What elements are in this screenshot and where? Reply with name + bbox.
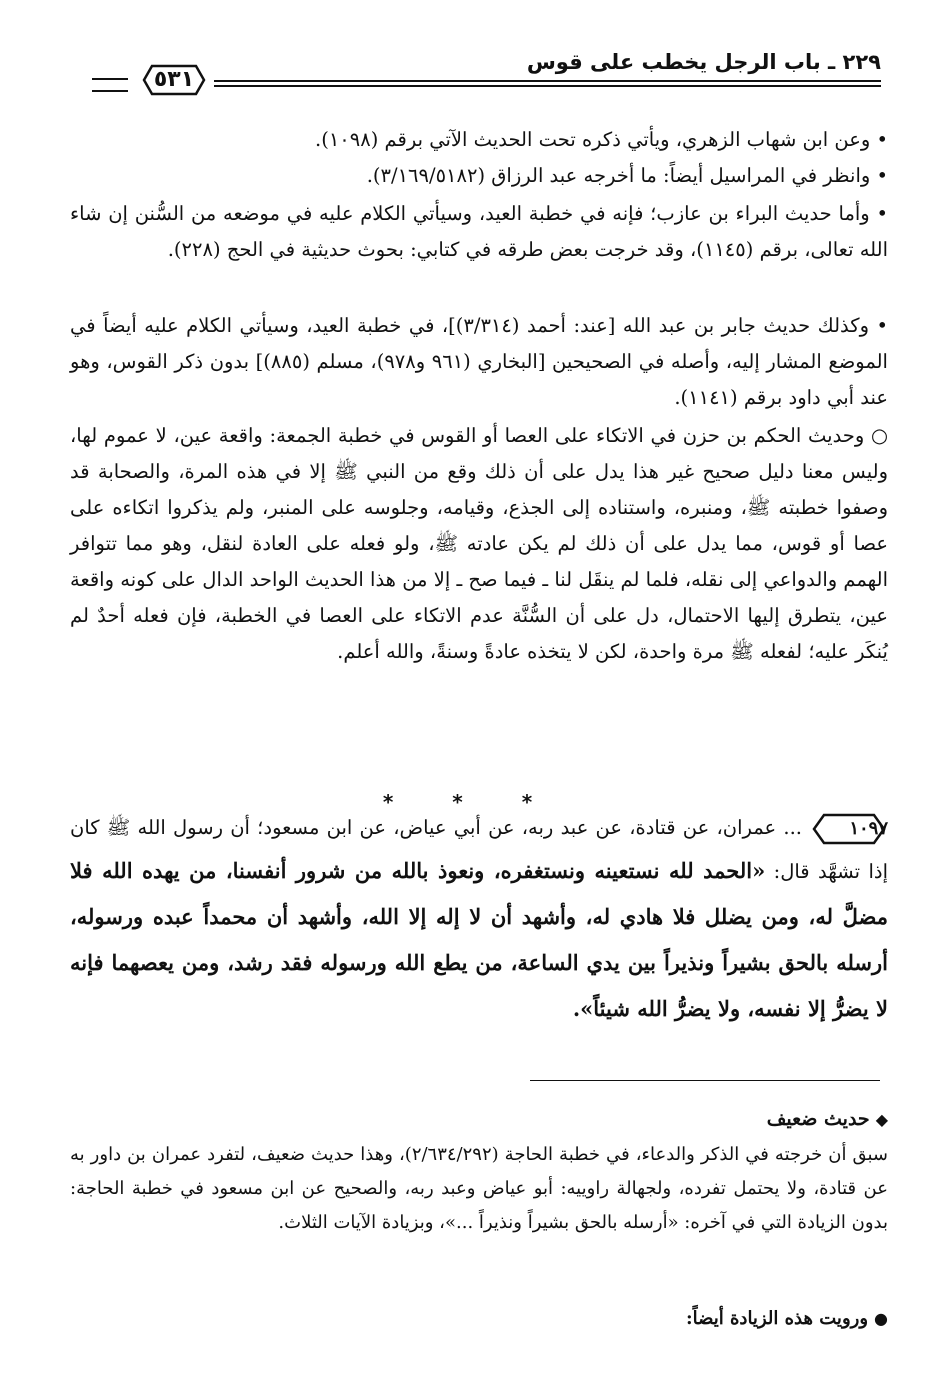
paragraph-zuhri (70, 122, 888, 158)
header-ornament-lines (92, 78, 128, 92)
header-rule (214, 80, 881, 82)
hadith-text: «الحمد لله نستعينه ونستغفره، ونعوذ بالله من شرور أنفسنا، من يهده الله فلا مضلَّ له، ومن يضلل فلا هادي له، وأشهد أن لا إله إلا الله، وأشهد أن محمداً عبده ورسوله، أرسله بالحق بشيراً ونذيراً بين يدي الساعة، من يطع الله ورسوله فقد رشد، ومن يعصهما فإنه لا يضرُّ إلا نفسه، ولا يضرُّ الله شيئاً». (70, 858, 888, 1021)
hadith-chain: ... عمران، عن قتادة، عن عبد ربه، عن أبي عياض، عن ابن مسعود؛ أن رسول الله ﷺ كان إذا تشهَّد قال: (70, 816, 888, 883)
paragraph-text: • وكذلك حديث جابر بن عبد الله [عند: أحمد (٣/٣١٤)]، في خطبة العيد، وسيأتي الكلام عليه أيضاً في الموضع المشار إليه، وأصله في الصحيحين [البخاري (٩٦١ و٩٧٨)، مسلم (٨٨٥)] بدون ذكر القوس، وهو عند أبي داود برقم (١١٤١). (70, 314, 888, 409)
paragraph-text: • وأما حديث البراء بن عازب؛ فإنه في خطبة العيد، وسيأتي الكلام عليه في موضعه من السُّنن إن شاء الله تعالى، برقم (١١٤٥)، وقد خرجت بعض طرقه في كتابي: بحوث حديثية في الحج (٢٢٨). (70, 202, 888, 261)
chapter-title: ٢٢٩ ـ باب الرجل يخطب على قوس (526, 50, 881, 74)
paragraph-text: • وانظر في المراسيل أيضاً: ما أخرجه عبد الرزاق (٣/١٦٩/٥١٨٢). (366, 164, 888, 187)
hadith-entry (70, 808, 888, 1032)
paragraph-bara (70, 196, 888, 268)
bullet-icon: ◆ (875, 1110, 888, 1129)
footnote-note: ورويت هذه الزيادة أيضاً: (685, 1308, 869, 1329)
header-rule-secondary (214, 85, 881, 87)
paragraph-text: • وعن ابن شهاب الزهري، ويأتي ذكره تحت الحديث الآتي برقم (١٠٩٨). (315, 128, 888, 151)
page-number: ٥٣١ (153, 67, 195, 92)
footnote-heading: حديث ضعيف (766, 1108, 870, 1130)
hadith-number-badge (810, 812, 888, 846)
page-number-badge (134, 62, 214, 98)
paragraph-text: ○ وحديث الحكم بن حزن في الاتكاء على العصا أو القوس في خطبة الجمعة: واقعة عين، لا عموم لها، وليس معنا دليل صحيح غير هذا يدل على أن ذلك وقع من النبي ﷺ إلا في هذه المرة، والصحابة قد وصفوا خطبته ﷺ، ومنبره، واستناده إلى الجذع، وقيامه، وجلوسه على المنبر، ولم يذكروا اتكاءه على عصا أو قوس، مما يدل على أن ذلك لم يكن عادته ﷺ، ولو فعله على العادة لنقل، وهو مما تتوافر الهمم والدواعي إلى نقله، فلما لم ينقَل لنا ـ فيما صح ـ إلا من هذا الحديث الواحد الدال على كونه واقعة عين، يتطرق إليها الاحتمال، دل على أن السُّنَّة عدم الاتكاء على العصا في الخطبة، فإن فعله أحدٌ لم يُنكَر عليه؛ لفعله ﷺ مرة واحدة، لكن لا يتخذه عادةً وسنةً، والله أعلم. (70, 424, 888, 663)
footnote-note-row (70, 1302, 888, 1336)
hadith-number: ١٠٩٧ (849, 817, 888, 839)
paragraph-marasil (70, 158, 888, 194)
footnote-divider (530, 1080, 880, 1081)
footnote-body: سبق أن خرجته في الذكر والدعاء، في خطبة الحاجة (٢/٦٣٤/٢٩٢)، وهذا حديث ضعيف، لتفرد عمران بن داور به عن قتادة، ولا يحتمل تفرده، ولجهالة راوييه: أبو عياض وعبد ربه، والصحيح عن ابن مسعود في خطبة الحاجة: بدون الزيادة التي في آخره: «أرسله بالحق بشيراً ونذيراً ...»، وبزيادة الآيات الثلاث. (70, 1144, 888, 1233)
circle-marker-icon: ● (874, 1309, 888, 1328)
footnote-heading-row (70, 1102, 888, 1137)
page-header (92, 50, 881, 98)
paragraph-hakam (70, 418, 888, 670)
paragraph-jabir (70, 308, 888, 416)
section-separator: * * * (382, 790, 559, 814)
